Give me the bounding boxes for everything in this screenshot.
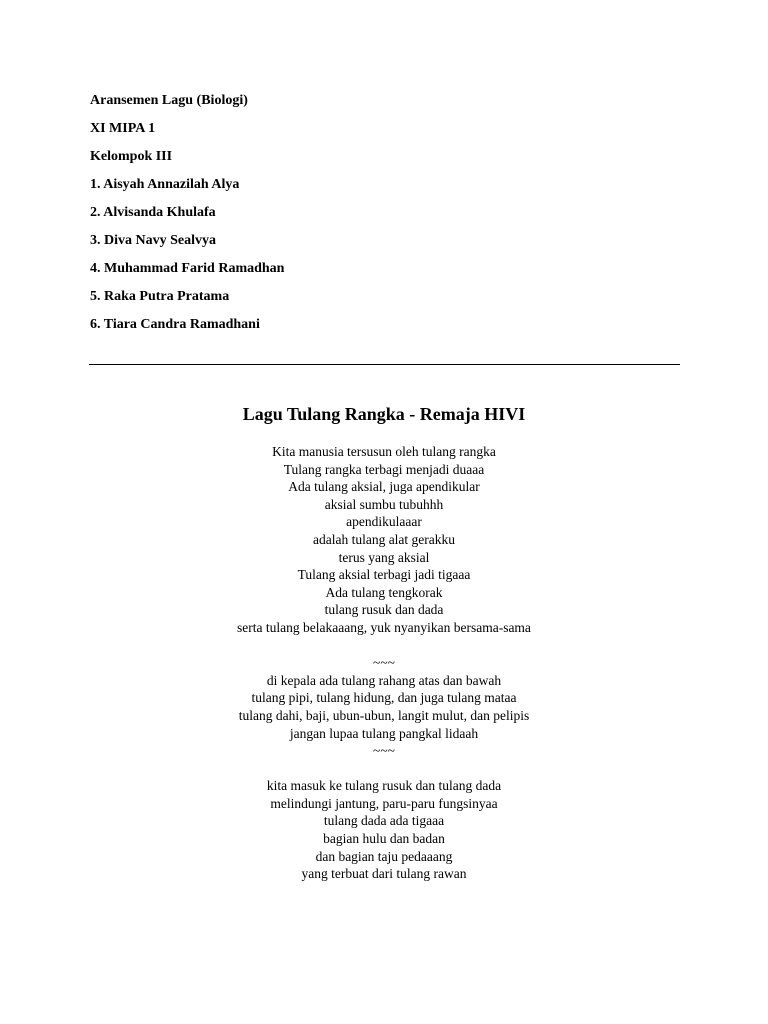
lyric-spacer bbox=[0, 637, 768, 655]
lyric-line: Tulang aksial terbagi jadi tigaaa bbox=[297, 567, 471, 583]
lyric-line: melindungi jantung, paru-paru fungsinyaa bbox=[270, 795, 498, 811]
group-label: Kelompok III bbox=[90, 149, 173, 164]
lyric-line: jangan lupaa tulang pangkal lidaah bbox=[289, 725, 479, 741]
lyric-line: tulang pipi, tulang hidung, dan juga tulang mataa bbox=[251, 690, 517, 706]
member-item: 6. Tiara Candra Ramadhani bbox=[90, 317, 260, 332]
lyric-line: aksial sumbu tubuhhh bbox=[324, 496, 444, 512]
document-title: Aransemen Lagu (Biologi) bbox=[90, 93, 248, 108]
lyric-spacer bbox=[0, 760, 768, 778]
lyric-line: Ada tulang tengkorak bbox=[325, 584, 443, 600]
lyric-line: Tulang rangka terbagi menjadi duaaa bbox=[283, 461, 485, 477]
member-item: 3. Diva Navy Sealvya bbox=[90, 233, 216, 248]
lyric-line: serta tulang belakaaang, yuk nyanyikan bersama-sama bbox=[237, 619, 531, 635]
lyrics-block bbox=[0, 443, 768, 883]
lyric-line: tulang dahi, baji, ubun-ubun, langit mulut, dan pelipis bbox=[238, 707, 530, 723]
lyric-line: kita masuk ke tulang rusuk dan tulang dada bbox=[266, 778, 502, 794]
lyric-line: dan bagian taju pedaaang bbox=[315, 848, 453, 864]
lyric-line: terus yang aksial bbox=[338, 549, 430, 565]
horizontal-divider bbox=[89, 364, 680, 365]
lyric-line: Kita manusia tersusun oleh tulang rangka bbox=[272, 444, 496, 459]
member-item: 1. Aisyah Annazilah Alya bbox=[90, 177, 240, 192]
lyric-line: Ada tulang aksial, juga apendikular bbox=[288, 479, 480, 495]
verse-separator: ~~~ bbox=[373, 655, 395, 671]
lyric-line: tulang rusuk dan dada bbox=[324, 602, 444, 618]
header-block bbox=[90, 92, 690, 344]
lyric-line: tulang dada ada tigaaa bbox=[323, 813, 445, 829]
lyric-line: bagian hulu dan badan bbox=[323, 831, 445, 847]
lyric-line: apendikulaaar bbox=[346, 514, 422, 530]
lyric-line: di kepala ada tulang rahang atas dan bawah bbox=[266, 672, 502, 688]
lyric-line: yang terbuat dari tulang rawan bbox=[301, 866, 467, 882]
lyric-line: adalah tulang alat gerakku bbox=[312, 531, 456, 547]
verse-separator: ~~~ bbox=[373, 743, 395, 759]
member-item: 5. Raka Putra Pratama bbox=[90, 289, 230, 304]
song-title: Lagu Tulang Rangka - Remaja HIVI bbox=[242, 404, 526, 424]
member-item: 4. Muhammad Farid Ramadhan bbox=[90, 261, 285, 276]
class-label: XI MIPA 1 bbox=[90, 121, 156, 136]
member-item: 2. Alvisanda Khulafa bbox=[90, 205, 216, 220]
